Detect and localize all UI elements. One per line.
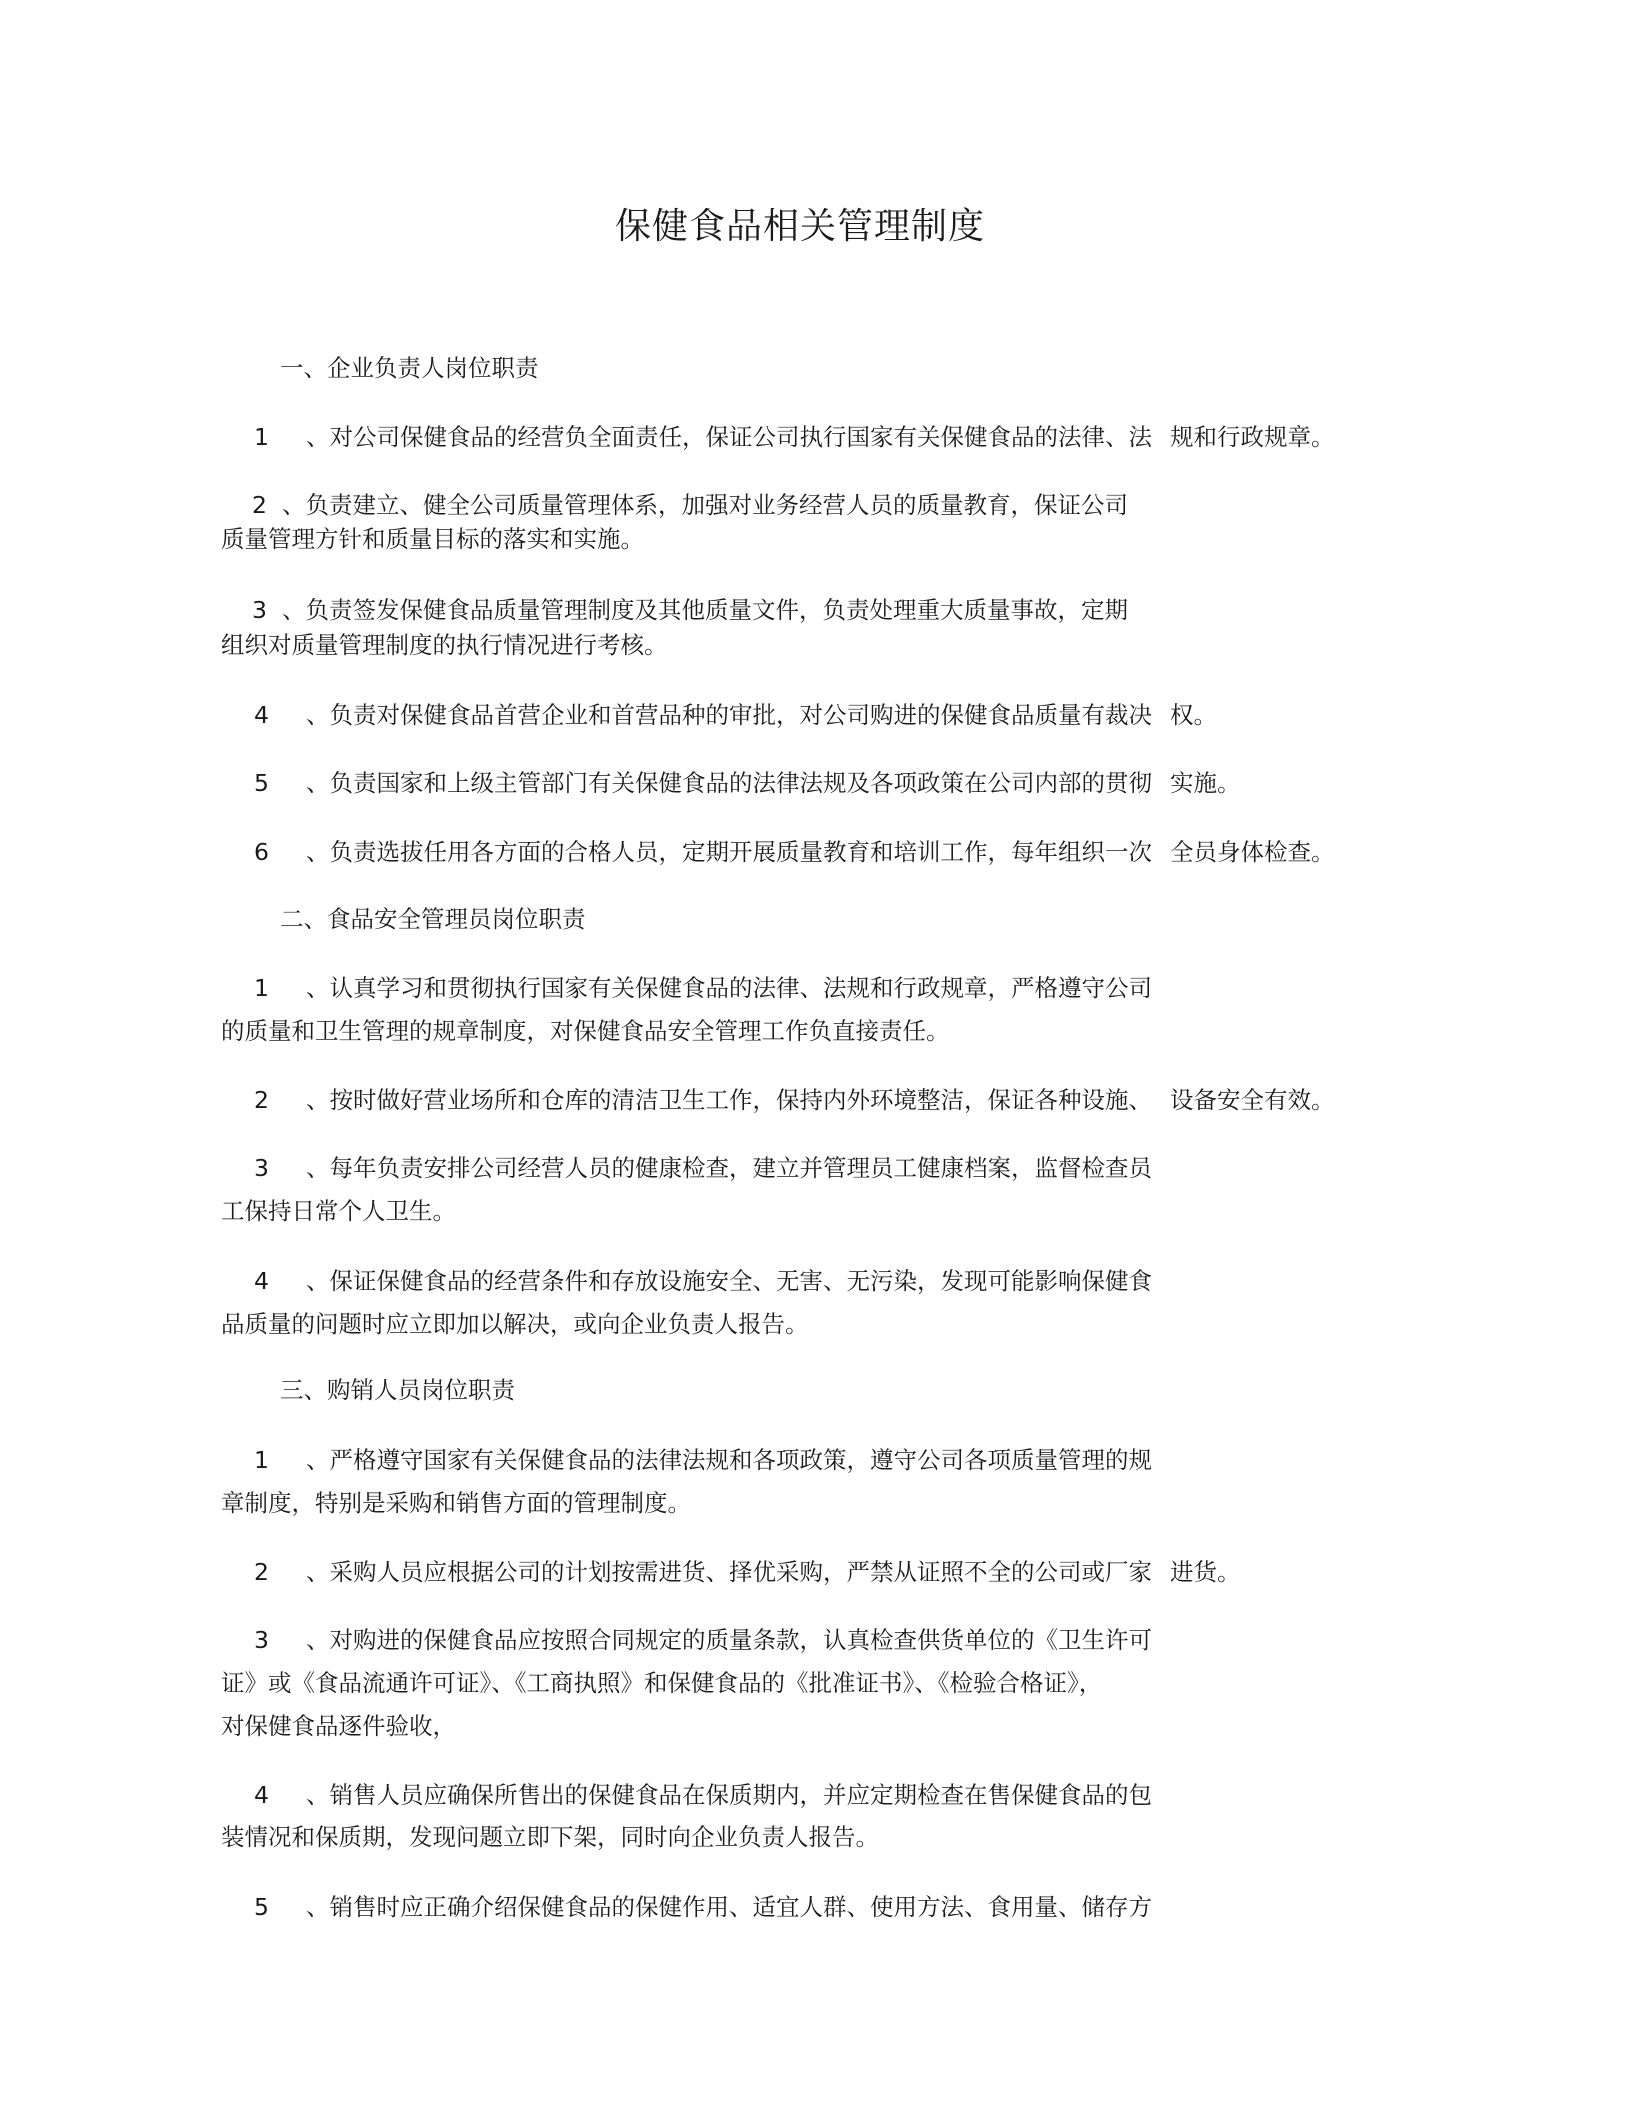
list-item [254, 701, 1217, 729]
item-text: 、对购进的保健食品应按照合同规定的质量条款，认真检查供货单位的《卫生许可 [306, 1626, 1152, 1654]
section-heading: 一、企业负责人岗位职责 [280, 354, 539, 382]
document-title: 保健食品相关管理制度 [614, 206, 985, 247]
list-item [254, 1446, 1152, 1474]
list-item [254, 838, 1335, 866]
item-text: 装情况和保质期，发现问题立即下架，同时向企业负责人报告。 [221, 1823, 879, 1851]
item-text: 实施。 [1170, 769, 1241, 797]
item-number: 2 [252, 491, 267, 519]
item-text: 、每年负责安排公司经营人员的健康检查，建立并管理员工健康档案，监督检查员 [306, 1154, 1152, 1182]
item-text: 、负责签发保健食品质量管理制度及其他质量文件，负责处理重大质量事故，定期 [282, 596, 1128, 624]
item-number: 4 [254, 1781, 269, 1809]
item-text: 对保健食品逐件验收， [221, 1712, 456, 1740]
item-text: 章制度，特别是采购和销售方面的管理制度。 [221, 1489, 691, 1517]
item-number: 2 [254, 1558, 269, 1586]
item-text: 、对公司保健食品的经营负全面责任，保证公司执行国家有关保健食品的法律、法 [306, 423, 1152, 451]
item-number: 2 [254, 1086, 269, 1114]
item-number: 4 [254, 701, 269, 729]
item-number: 5 [254, 769, 269, 797]
item-number: 6 [254, 838, 269, 866]
item-text: 的质量和卫生管理的规章制度，对保健食品安全管理工作负直接责任。 [221, 1017, 950, 1045]
item-number: 1 [254, 423, 269, 451]
item-text: 质量管理方针和质量目标的落实和实施。 [221, 525, 644, 553]
item-text: 、负责国家和上级主管部门有关保健食品的法律法规及各项政策在公司内部的贯彻 [306, 769, 1152, 797]
item-text: 权。 [1170, 701, 1217, 729]
list-item [254, 1086, 1335, 1114]
section-heading: 二、食品安全管理员岗位职责 [280, 905, 586, 933]
item-text: 、严格遵守国家有关保健食品的法律法规和各项政策，遵守公司各项质量管理的规 [306, 1446, 1152, 1474]
item-number: 1 [254, 974, 269, 1002]
list-item [254, 1267, 1152, 1295]
item-text: 、负责建立、健全公司质量管理体系，加强对业务经营人员的质量教育，保证公司 [282, 491, 1128, 519]
item-text: 、负责对保健食品首营企业和首营品种的审批，对公司购进的保健食品质量有裁决 [306, 701, 1152, 729]
item-text: 工保持日常个人卫生。 [221, 1197, 456, 1225]
list-item [254, 769, 1241, 797]
item-text: 进货。 [1170, 1558, 1241, 1586]
item-text: 组织对质量管理制度的执行情况进行考核。 [221, 631, 668, 659]
list-item [254, 423, 1335, 451]
list-item [254, 1781, 1152, 1809]
item-number: 3 [252, 596, 267, 624]
list-item [254, 1626, 1152, 1654]
item-text: 、认真学习和贯彻执行国家有关保健食品的法律、法规和行政规章，严格遵守公司 [306, 974, 1152, 1002]
item-number: 3 [254, 1626, 269, 1654]
item-number: 5 [254, 1893, 269, 1921]
item-number: 1 [254, 1446, 269, 1474]
item-text: 、采购人员应根据公司的计划按需进货、择优采购，严禁从证照不全的公司或厂家 [306, 1558, 1152, 1586]
item-text: 证》或《食品流通许可证》、《工商执照》和保健食品的《批准证书》、《检验合格证》， [221, 1669, 1103, 1697]
section-heading: 三、购销人员岗位职责 [280, 1376, 515, 1404]
list-item [254, 1893, 1152, 1921]
item-text: 、保证保健食品的经营条件和存放设施安全、无害、无污染，发现可能影响保健食 [306, 1267, 1152, 1295]
item-text: 、按时做好营业场所和仓库的清洁卫生工作，保持内外环境整洁，保证各种设施、 [306, 1086, 1152, 1114]
list-item [252, 596, 1128, 624]
item-text: 、销售时应正确介绍保健食品的保健作用、适宜人群、使用方法、食用量、储存方 [306, 1893, 1152, 1921]
list-item [252, 491, 1128, 519]
list-item [254, 1154, 1152, 1182]
item-text: 全员身体检查。 [1170, 838, 1335, 866]
item-text: 品质量的问题时应立即加以解决，或向企业负责人报告。 [221, 1310, 809, 1338]
item-text: 、负责选拔任用各方面的合格人员，定期开展质量教育和培训工作，每年组织一次 [306, 838, 1152, 866]
item-text: 、销售人员应确保所售出的保健食品在保质期内，并应定期检查在售保健食品的包 [306, 1781, 1152, 1809]
item-number: 4 [254, 1267, 269, 1295]
list-item [254, 1558, 1241, 1586]
item-text: 规和行政规章。 [1170, 423, 1335, 451]
item-number: 3 [254, 1154, 269, 1182]
item-text: 设备安全有效。 [1170, 1086, 1335, 1114]
list-item [254, 974, 1152, 1002]
